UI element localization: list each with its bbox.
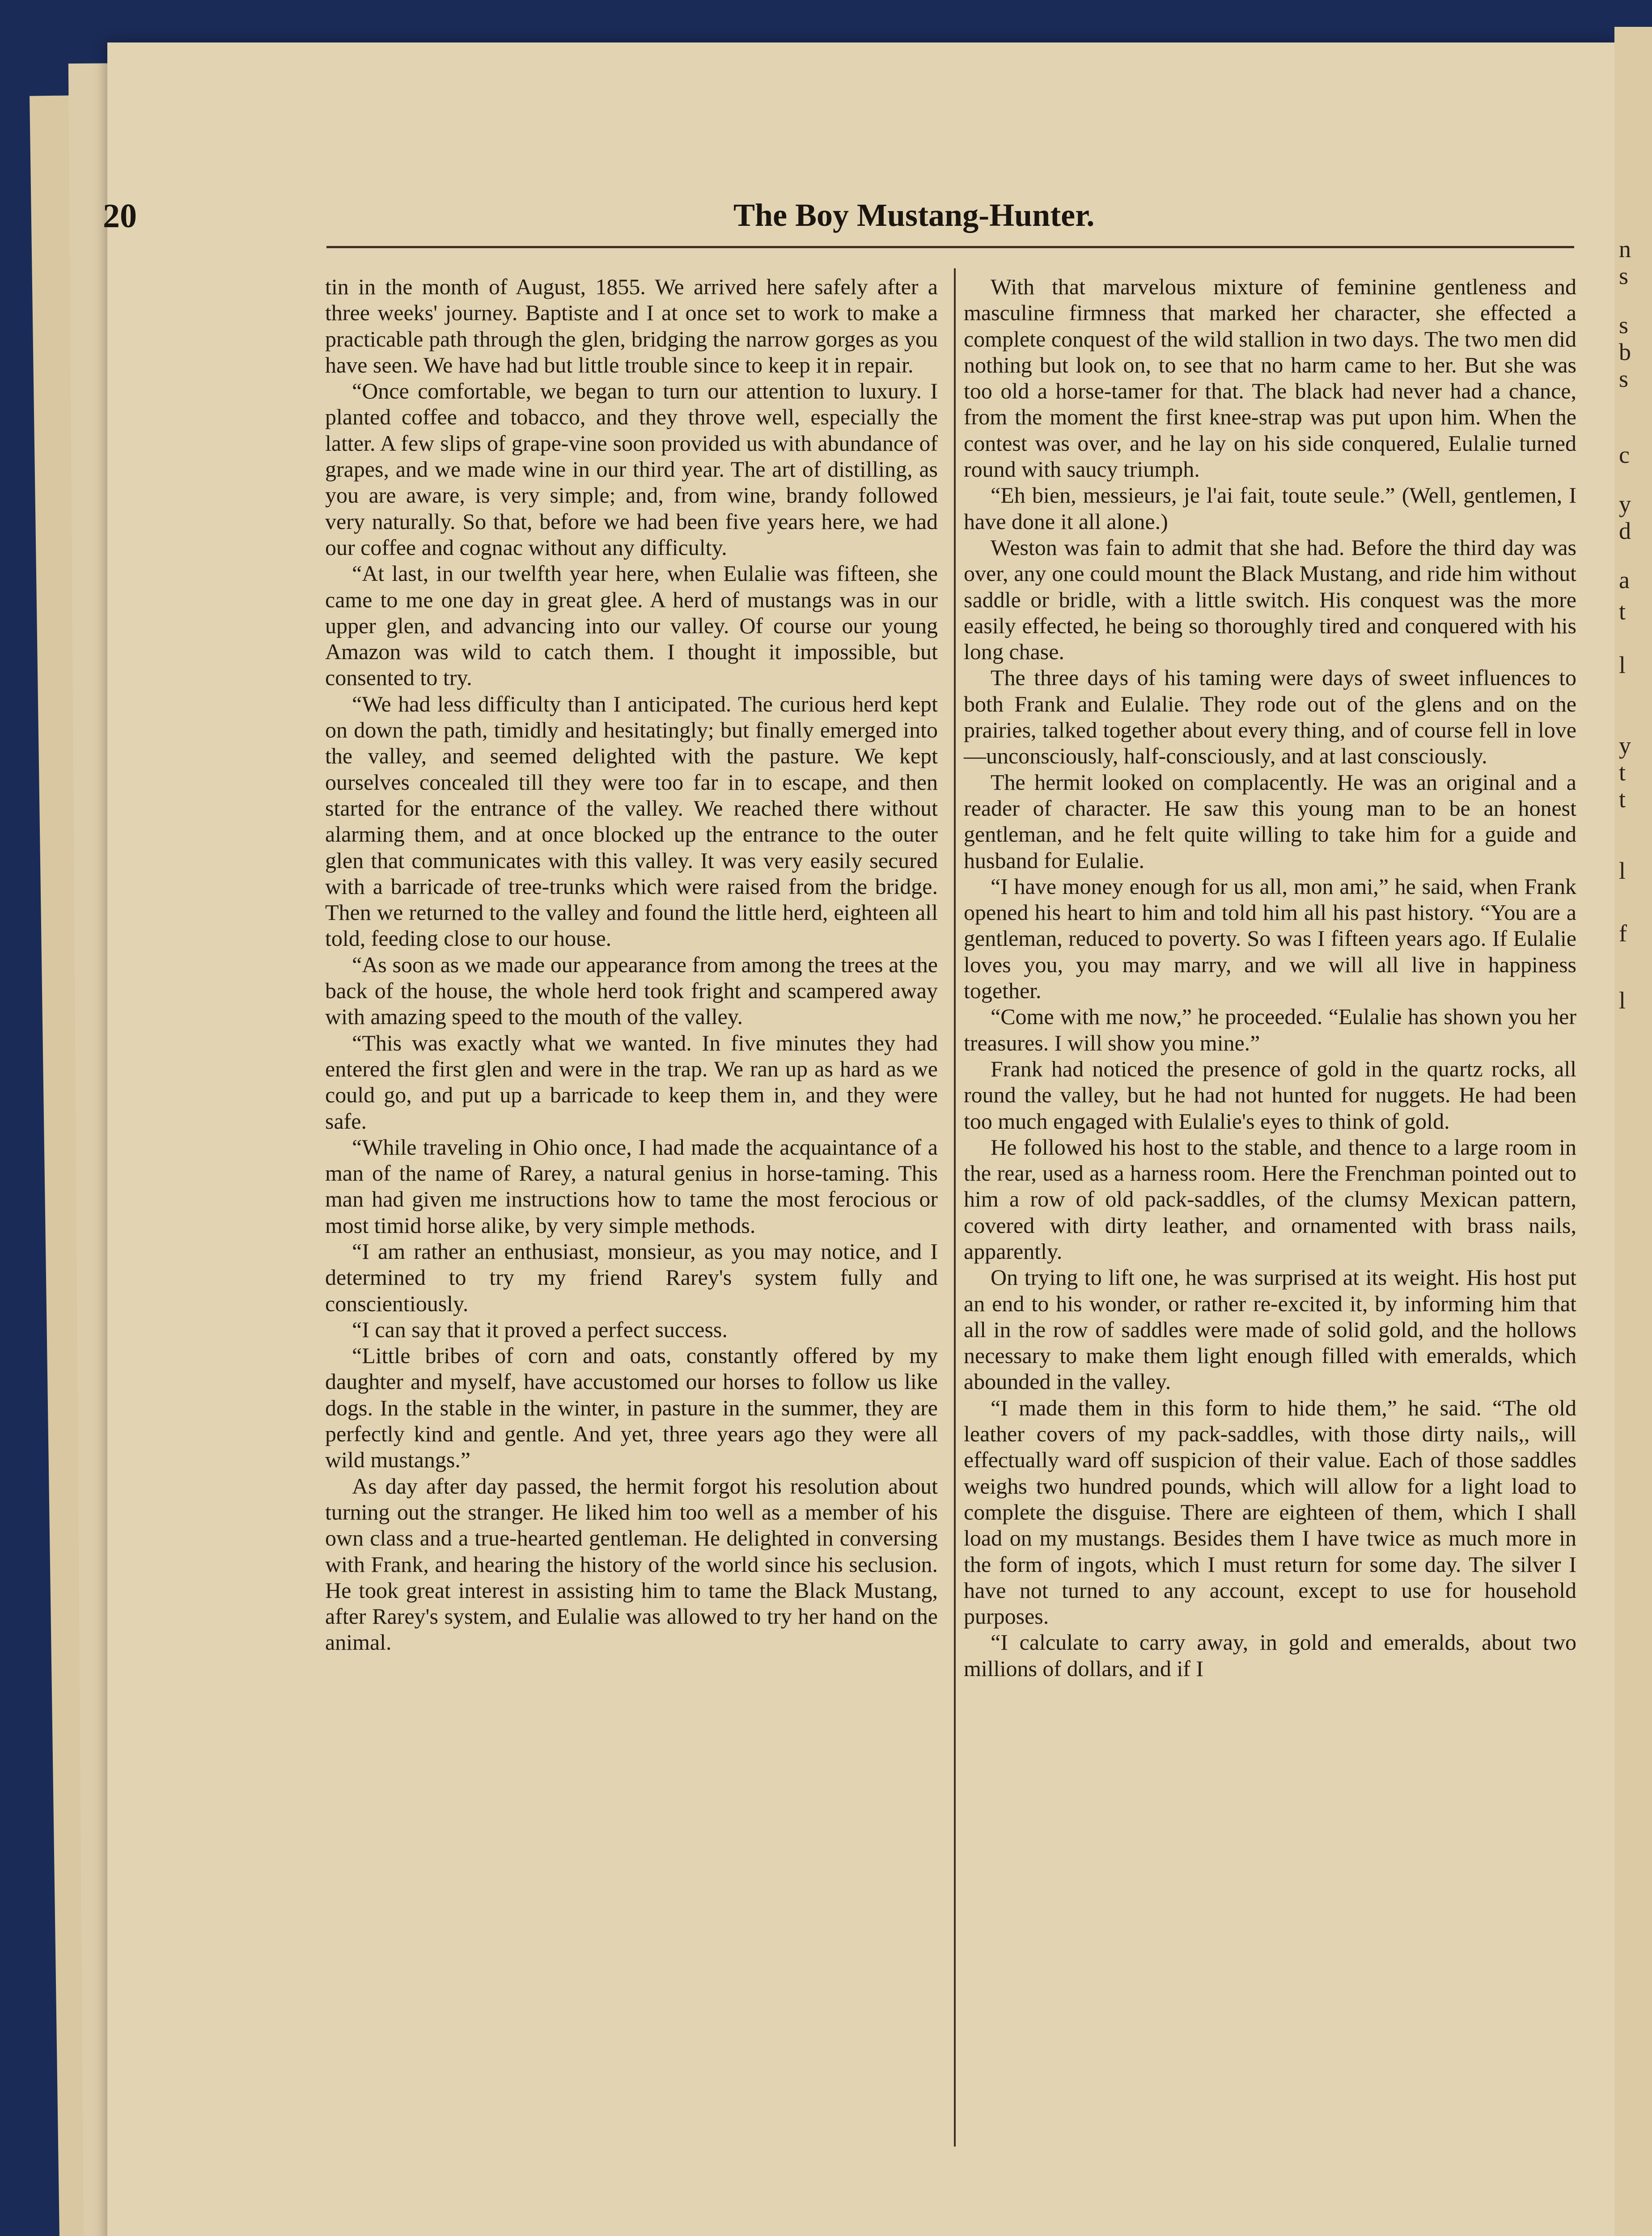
paragraph: “Once comfortable, we began to turn our attention to luxury. I planted coffee and tobacco, and they throve well, especially the latter. A few slips of grape-vine soon provided us with abundance of grapes, and we made wine in our third year. The art of distilling, as you are aware, is very simple; and, from wine, brandy followed very naturally. So that, before we had been five years here, we had our coffee and cognac without any difficulty. [325, 378, 938, 560]
facing-page-fragment: b [1619, 339, 1631, 365]
facing-page-fragment: s [1619, 312, 1629, 339]
paragraph: tin in the month of August, 1855. We arrived here safely after a three weeks' journey. Baptiste and I at once set to work to make a practicable path through the glen, bridging the narrow gorges as you have seen. We have had but little trouble since to keep it in repair. [325, 274, 938, 377]
facing-page-fragment: a [1619, 567, 1630, 593]
paragraph: As day after day passed, the hermit forgot his resolution about turning out the stranger. He liked him too well as a member of his own class and a true-hearted gentleman. He delighted in conversing with Frank, and hearing the history of the world since his seclusion. He took great interest in assisting him to tame the Black Mustang, after Rarey's system, and Eulalie was allowed to try her hand on the animal. [325, 1473, 938, 1655]
paragraph: “I am rather an enthusiast, monsieur, as you may notice, and I determined to try my friend Rarey's system fully and conscientiously. [325, 1238, 938, 1316]
paragraph: “We had less difficulty than I anticipated. The curious herd kept on down the path, timidly and hesitatingly; but finally emerged into the valley, and seemed delighted with the pasture. We kept ourselves concealed till they were too far in to escape, and then started for the entrance of the valley. We reached there without alarming them, and at once blocked up the entrance to the outer glen that communicates with this valley. It was very easily secured with a barricade of tree-trunks which were raised from the bridge. Then we returned to the valley and found the little herd, eighteen all told, feeding close to our house. [325, 691, 938, 951]
facing-page-fragment: t [1619, 759, 1626, 786]
facing-page-fragment: l [1619, 987, 1626, 1014]
paragraph: Weston was fain to admit that she had. Before the third day was over, any one could mount the Black Mustang, and ride him without saddle or bridle, with a little switch. His conquest was the more easily effected, he being so thoroughly tired and conquered with his long chase. [964, 534, 1576, 665]
paragraph: “I can say that it proved a perfect success. [352, 1317, 728, 1342]
facing-page-fragment: f [1619, 920, 1627, 947]
facing-page-fragment: s [1619, 263, 1629, 289]
facing-page-strip [1614, 27, 1652, 2236]
paragraph: With that marvelous mixture of feminine gentleness and masculine firmness that marked her character, she effected a complete conquest of the wild stallion in two days. The two men did nothing but look on, to see that no harm came to her. But she was too old a horse-tamer for that. The black had never had a chance, from the moment the first knee-strap was put upon him. When the contest was over, and he lay on his side conquered, Eulalie turned round with saucy triumph. [964, 274, 1576, 482]
facing-page-fragment: l [1619, 857, 1626, 884]
page-number: 20 [103, 197, 137, 235]
paragraph: “This was exactly what we wanted. In five minutes they had entered the first glen and were in the trap. We ran up as hard as we could go, and put up a barricade to keep them in, and they were safe. [325, 1030, 938, 1134]
paragraph: Frank had noticed the presence of gold in the quartz rocks, all round the valley, but he had not hunted for nuggets. He had been too much engaged with Eulalie's eyes to think of gold. [964, 1056, 1576, 1134]
facing-page-fragment: l [1619, 652, 1626, 678]
facing-page-fragment: t [1619, 598, 1626, 625]
left-column [325, 274, 938, 1656]
paragraph: “Come with me now,” he proceeded. “Eulalie has shown you her treasures. I will show you mine.” [964, 1004, 1576, 1055]
paragraph: “I calculate to carry away, in gold and emeralds, about two millions of dollars, and if I [964, 1630, 1576, 1681]
paragraph: “While traveling in Ohio once, I had made the acquaintance of a man of the name of Rarey, a natural genius in horse-taming. This man had given me instructions how to tame the most ferocious or most timid horse alike, by very simple methods. [325, 1134, 938, 1238]
paragraph: “At last, in our twelfth year here, when Eulalie was fifteen, she came to me one day in great glee. A herd of mustangs was in our upper glen, and advancing into our valley. Of course our young Amazon was wild to catch them. I thought it impossible, but consented to try. [325, 561, 938, 690]
facing-page-fragment: y [1619, 732, 1631, 759]
column-divider [954, 268, 956, 2147]
paragraph: “I made them in this form to hide them,” he said. “The old leather covers of my pack-saddles, with those dirty nails,, will effectually ward off suspicion of their value. Each of those saddles weighs two hundred pounds, which will allow for a light load to complete the disguise. There are eighteen of them, which I shall load on my mustangs. Besides them I have twice as much more in the form of ingots, which I must return for some day. The silver I have not turned to any account, except to use for household purposes. [964, 1395, 1576, 1629]
facing-page-fragment: s [1619, 365, 1629, 392]
facing-page-fragment: y [1619, 491, 1631, 517]
right-column [964, 274, 1576, 1681]
paragraph: “I have money enough for us all, mon ami,” he said, when Frank opened his heart to him and told him all his past history. “You are a gentleman, reduced to poverty. So was I fifteen years ago. If Eulalie loves you, you may marry, and we will all live in happiness together. [964, 873, 1576, 1004]
paragraph: He followed his host to the stable, and thence to a large room in the rear, used as a harness room. Here the Frenchman pointed out to him a row of old pack-saddles, of the clumsy Mexican pattern, covered with dirty leather, and ornamented with brass nails, apparently. [964, 1134, 1576, 1264]
paragraph: The hermit looked on complacently. He was an original and a reader of character. He saw this young man to be an honest gentleman, and he felt quite willing to take him for a guide and husband for Eulalie. [964, 769, 1576, 873]
paragraph: “As soon as we made our appearance from among the trees at the back of the house, the whole herd took fright and scampered away with amazing speed to the mouth of the valley. [325, 952, 938, 1029]
facing-page-fragment: c [1619, 441, 1630, 468]
paragraph: “Little bribes of corn and oats, constantly offered by my daughter and myself, have accustomed our horses to follow us like dogs. In the stable in the winter, in pasture in the summer, they are perfectly kind and gentle. And yet, three years ago they were all wild mustangs.” [325, 1343, 938, 1473]
paragraph: On trying to lift one, he was surprised at its weight. His host put an end to his wonder, or rather re-excited it, by informing him that all in the row of saddles were made of solid gold, and the hollows necessary to make them light enough filled with emeralds, which abounded in the valley. [964, 1265, 1576, 1394]
facing-page-fragment: t [1619, 786, 1626, 813]
header-rule [326, 246, 1574, 248]
paragraph: The three days of his taming were days of sweet influences to both Frank and Eulalie. They rode out of the glens and on the prairies, talked together about every thing, and of course fell in love—unconsciously, half-consciously, and at last consciously. [964, 665, 1576, 769]
running-title: The Boy Mustang-Hunter. [733, 197, 1095, 233]
facing-page-fragment: n [1619, 236, 1631, 263]
facing-page-fragment: d [1619, 517, 1631, 544]
paragraph: “Eh bien, messieurs, je l'ai fait, toute seule.” (Well, gentlemen, I have done it all alone.) [964, 483, 1576, 534]
